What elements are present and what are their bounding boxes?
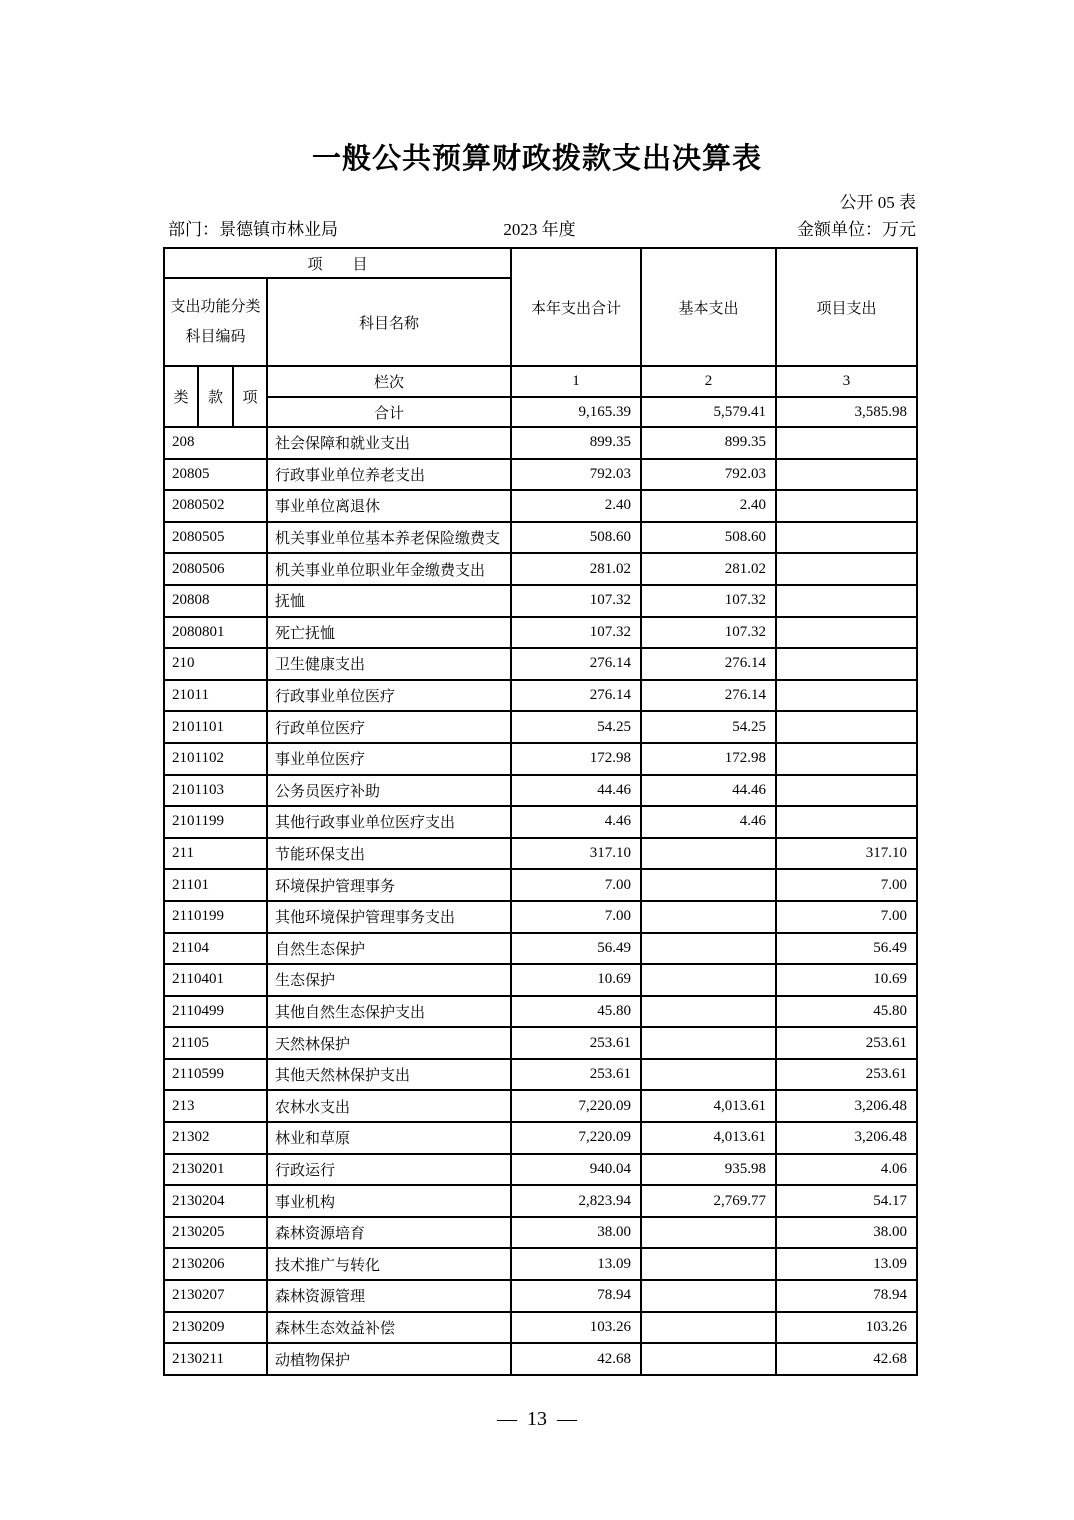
row-code-cell: 20808	[164, 585, 267, 617]
row-code-cell: 2110199	[164, 901, 267, 933]
row-total-cell: 45.80	[511, 996, 641, 1028]
row-total-cell: 7,220.09	[511, 1122, 641, 1154]
row-basic-cell: 172.98	[641, 743, 776, 775]
row-total-cell: 281.02	[511, 553, 641, 585]
row-code-cell: 20805	[164, 459, 267, 491]
row-code-cell: 2130201	[164, 1154, 267, 1186]
table-row	[164, 743, 917, 775]
total-row-basic: 5,579.41	[641, 397, 776, 427]
row-project-cell	[776, 711, 917, 743]
table-row	[164, 996, 917, 1028]
row-name-cell: 机关事业单位职业年金缴费支出	[267, 553, 511, 585]
row-basic-cell	[641, 1343, 776, 1375]
row-project-cell: 253.61	[776, 1027, 917, 1059]
row-name-cell: 行政运行	[267, 1154, 511, 1186]
header-code-label-line2: 科目编码	[185, 329, 246, 345]
row-name-cell: 节能环保支出	[267, 838, 511, 870]
row-basic-cell: 899.35	[641, 427, 776, 459]
row-basic-cell: 44.46	[641, 775, 776, 807]
table-row	[164, 1059, 917, 1091]
row-code-cell: 208	[164, 427, 267, 459]
header-col-total: 本年支出合计	[511, 248, 641, 366]
row-basic-cell	[641, 1059, 776, 1091]
table-body	[164, 427, 917, 1375]
row-code-cell: 21104	[164, 933, 267, 965]
row-project-cell: 4.06	[776, 1154, 917, 1186]
budget-table	[163, 247, 918, 1376]
year-label: 2023 年度	[503, 220, 576, 239]
row-basic-cell: 54.25	[641, 711, 776, 743]
row-name-cell: 环境保护管理事务	[267, 869, 511, 901]
row-code-cell: 2101199	[164, 806, 267, 838]
row-name-cell: 事业机构	[267, 1185, 511, 1217]
row-basic-cell: 2.40	[641, 490, 776, 522]
row-project-cell	[776, 743, 917, 775]
row-code-cell: 2101102	[164, 743, 267, 775]
row-project-cell: 54.17	[776, 1185, 917, 1217]
table-row	[164, 901, 917, 933]
row-code-cell: 2080801	[164, 617, 267, 649]
table-row	[164, 427, 917, 459]
table-row	[164, 1185, 917, 1217]
row-name-cell: 自然生态保护	[267, 933, 511, 965]
row-name-cell: 动植物保护	[267, 1343, 511, 1375]
row-total-cell: 44.46	[511, 775, 641, 807]
page-title: 一般公共预算财政拨款支出决算表	[311, 143, 762, 175]
row-code-cell: 2080505	[164, 522, 267, 554]
row-code-cell: 21011	[164, 680, 267, 712]
row-total-cell: 792.03	[511, 459, 641, 491]
row-name-cell: 森林生态效益补偿	[267, 1312, 511, 1344]
row-name-cell: 森林资源管理	[267, 1280, 511, 1312]
row-total-cell: 38.00	[511, 1217, 641, 1249]
row-project-cell: 78.94	[776, 1280, 917, 1312]
row-name-cell: 公务员医疗补助	[267, 775, 511, 807]
table-row	[164, 869, 917, 901]
header-row-project	[164, 248, 917, 278]
table-row	[164, 1217, 917, 1249]
row-project-cell	[776, 585, 917, 617]
row-code-cell: 2130209	[164, 1312, 267, 1344]
row-total-cell: 10.69	[511, 964, 641, 996]
row-basic-cell: 4,013.61	[641, 1090, 776, 1122]
row-total-cell: 7.00	[511, 869, 641, 901]
header-lanci: 栏次	[267, 366, 511, 397]
row-basic-cell	[641, 901, 776, 933]
row-code-cell: 21105	[164, 1027, 267, 1059]
row-project-cell	[776, 775, 917, 807]
row-project-cell	[776, 522, 917, 554]
row-project-cell: 13.09	[776, 1248, 917, 1280]
row-name-cell: 生态保护	[267, 964, 511, 996]
table-row	[164, 648, 917, 680]
row-code-cell: 2101101	[164, 711, 267, 743]
row-code-cell: 2130211	[164, 1343, 267, 1375]
table-row	[164, 806, 917, 838]
header-col-project: 项目支出	[776, 248, 917, 366]
table-row	[164, 838, 917, 870]
header-xiang: 项	[233, 366, 267, 427]
table-row	[164, 1027, 917, 1059]
row-project-cell	[776, 490, 917, 522]
row-basic-cell	[641, 1217, 776, 1249]
header-lei: 类	[164, 366, 198, 427]
row-project-cell: 3,206.48	[776, 1090, 917, 1122]
table-row	[164, 585, 917, 617]
total-row-total: 9,165.39	[511, 397, 641, 427]
department-label: 部门：景德镇市林业局	[168, 220, 338, 239]
row-name-cell: 其他自然生态保护支出	[267, 996, 511, 1028]
row-name-cell: 行政事业单位养老支出	[267, 459, 511, 491]
row-code-cell: 2130206	[164, 1248, 267, 1280]
row-basic-cell	[641, 1027, 776, 1059]
header-code-label	[164, 278, 267, 366]
total-row-project: 3,585.98	[776, 397, 917, 427]
row-name-cell: 森林资源培育	[267, 1217, 511, 1249]
row-total-cell: 107.32	[511, 585, 641, 617]
row-total-cell: 276.14	[511, 680, 641, 712]
row-project-cell: 7.00	[776, 901, 917, 933]
row-name-cell: 死亡抚恤	[267, 617, 511, 649]
table-row	[164, 964, 917, 996]
row-code-cell: 2130207	[164, 1280, 267, 1312]
row-project-cell	[776, 459, 917, 491]
row-name-cell: 机关事业单位基本养老保险缴费支	[267, 522, 511, 554]
row-project-cell	[776, 680, 917, 712]
row-total-cell: 78.94	[511, 1280, 641, 1312]
row-project-cell	[776, 806, 917, 838]
row-basic-cell	[641, 964, 776, 996]
form-label: 公开 05 表	[839, 193, 916, 212]
row-code-cell: 2110499	[164, 996, 267, 1028]
row-total-cell: 13.09	[511, 1248, 641, 1280]
row-name-cell: 社会保障和就业支出	[267, 427, 511, 459]
row-name-cell: 林业和草原	[267, 1122, 511, 1154]
row-code-cell: 2110599	[164, 1059, 267, 1091]
row-project-cell: 10.69	[776, 964, 917, 996]
row-code-cell: 2080502	[164, 490, 267, 522]
header-code-label-line1: 支出功能分类	[170, 299, 261, 315]
row-total-cell: 7.00	[511, 901, 641, 933]
row-total-cell: 253.61	[511, 1027, 641, 1059]
row-code-cell: 2130205	[164, 1217, 267, 1249]
row-name-cell: 其他环境保护管理事务支出	[267, 901, 511, 933]
row-name-cell: 其他行政事业单位医疗支出	[267, 806, 511, 838]
row-name-cell: 技术推广与转化	[267, 1248, 511, 1280]
row-total-cell: 2,823.94	[511, 1185, 641, 1217]
row-name-cell: 其他天然林保护支出	[267, 1059, 511, 1091]
row-basic-cell	[641, 1280, 776, 1312]
row-name-cell: 事业单位医疗	[267, 743, 511, 775]
row-name-cell: 农林水支出	[267, 1090, 511, 1122]
table-row	[164, 522, 917, 554]
row-project-cell: 3,206.48	[776, 1122, 917, 1154]
row-basic-cell	[641, 838, 776, 870]
row-project-cell	[776, 553, 917, 585]
total-row-label: 合计	[267, 397, 511, 427]
row-basic-cell: 4,013.61	[641, 1122, 776, 1154]
row-code-cell: 2130204	[164, 1185, 267, 1217]
header-colnum-3: 3	[776, 366, 917, 397]
row-code-cell: 211	[164, 838, 267, 870]
row-code-cell: 21302	[164, 1122, 267, 1154]
row-basic-cell: 935.98	[641, 1154, 776, 1186]
row-basic-cell: 276.14	[641, 648, 776, 680]
row-total-cell: 253.61	[511, 1059, 641, 1091]
row-code-cell: 2080506	[164, 553, 267, 585]
row-project-cell	[776, 617, 917, 649]
header-kuan: 款	[198, 366, 233, 427]
row-total-cell: 107.32	[511, 617, 641, 649]
table-row	[164, 1090, 917, 1122]
row-total-cell: 2.40	[511, 490, 641, 522]
row-basic-cell: 276.14	[641, 680, 776, 712]
table-row	[164, 711, 917, 743]
header-colnum-2: 2	[641, 366, 776, 397]
row-name-cell: 卫生健康支出	[267, 648, 511, 680]
row-basic-cell: 508.60	[641, 522, 776, 554]
unit-label: 金额单位：万元	[797, 220, 916, 239]
row-total-cell: 103.26	[511, 1312, 641, 1344]
header-project: 项 目	[164, 248, 511, 278]
row-basic-cell	[641, 1312, 776, 1344]
row-total-cell: 4.46	[511, 806, 641, 838]
row-basic-cell: 107.32	[641, 617, 776, 649]
row-total-cell: 172.98	[511, 743, 641, 775]
row-total-cell: 56.49	[511, 933, 641, 965]
row-basic-cell	[641, 1248, 776, 1280]
table-row	[164, 1343, 917, 1375]
header-subject-name: 科目名称	[267, 278, 511, 366]
row-project-cell: 103.26	[776, 1312, 917, 1344]
row-project-cell: 7.00	[776, 869, 917, 901]
row-total-cell: 42.68	[511, 1343, 641, 1375]
row-project-cell	[776, 427, 917, 459]
row-total-cell: 508.60	[511, 522, 641, 554]
table-row	[164, 1122, 917, 1154]
table-row	[164, 1154, 917, 1186]
row-name-cell: 行政事业单位医疗	[267, 680, 511, 712]
row-project-cell: 45.80	[776, 996, 917, 1028]
row-basic-cell: 2,769.77	[641, 1185, 776, 1217]
row-name-cell: 抚恤	[267, 585, 511, 617]
table-row	[164, 1248, 917, 1280]
table-row	[164, 490, 917, 522]
row-name-cell: 天然林保护	[267, 1027, 511, 1059]
row-code-cell: 2110401	[164, 964, 267, 996]
table-row	[164, 933, 917, 965]
row-code-cell: 213	[164, 1090, 267, 1122]
table-row	[164, 680, 917, 712]
row-code-cell: 210	[164, 648, 267, 680]
page-number: — 13 —	[497, 1408, 577, 1430]
row-code-cell: 2101103	[164, 775, 267, 807]
row-project-cell	[776, 648, 917, 680]
row-basic-cell: 4.46	[641, 806, 776, 838]
row-basic-cell: 107.32	[641, 585, 776, 617]
row-basic-cell: 792.03	[641, 459, 776, 491]
total-row	[164, 397, 917, 427]
row-basic-cell	[641, 933, 776, 965]
header-row-lanci	[164, 366, 917, 397]
table-row	[164, 1280, 917, 1312]
row-total-cell: 276.14	[511, 648, 641, 680]
row-project-cell: 38.00	[776, 1217, 917, 1249]
header-colnum-1: 1	[511, 366, 641, 397]
row-project-cell: 253.61	[776, 1059, 917, 1091]
row-code-cell: 21101	[164, 869, 267, 901]
table-row	[164, 617, 917, 649]
row-name-cell: 事业单位离退休	[267, 490, 511, 522]
table-row	[164, 775, 917, 807]
row-name-cell: 行政单位医疗	[267, 711, 511, 743]
row-project-cell: 317.10	[776, 838, 917, 870]
row-basic-cell: 281.02	[641, 553, 776, 585]
row-basic-cell	[641, 869, 776, 901]
row-project-cell: 56.49	[776, 933, 917, 965]
row-basic-cell	[641, 996, 776, 1028]
table-row	[164, 459, 917, 491]
row-total-cell: 317.10	[511, 838, 641, 870]
row-project-cell: 42.68	[776, 1343, 917, 1375]
table-row	[164, 1312, 917, 1344]
meta-line	[163, 215, 916, 241]
row-total-cell: 7,220.09	[511, 1090, 641, 1122]
header-col-basic: 基本支出	[641, 248, 776, 366]
row-total-cell: 940.04	[511, 1154, 641, 1186]
row-total-cell: 899.35	[511, 427, 641, 459]
row-total-cell: 54.25	[511, 711, 641, 743]
table-row	[164, 553, 917, 585]
